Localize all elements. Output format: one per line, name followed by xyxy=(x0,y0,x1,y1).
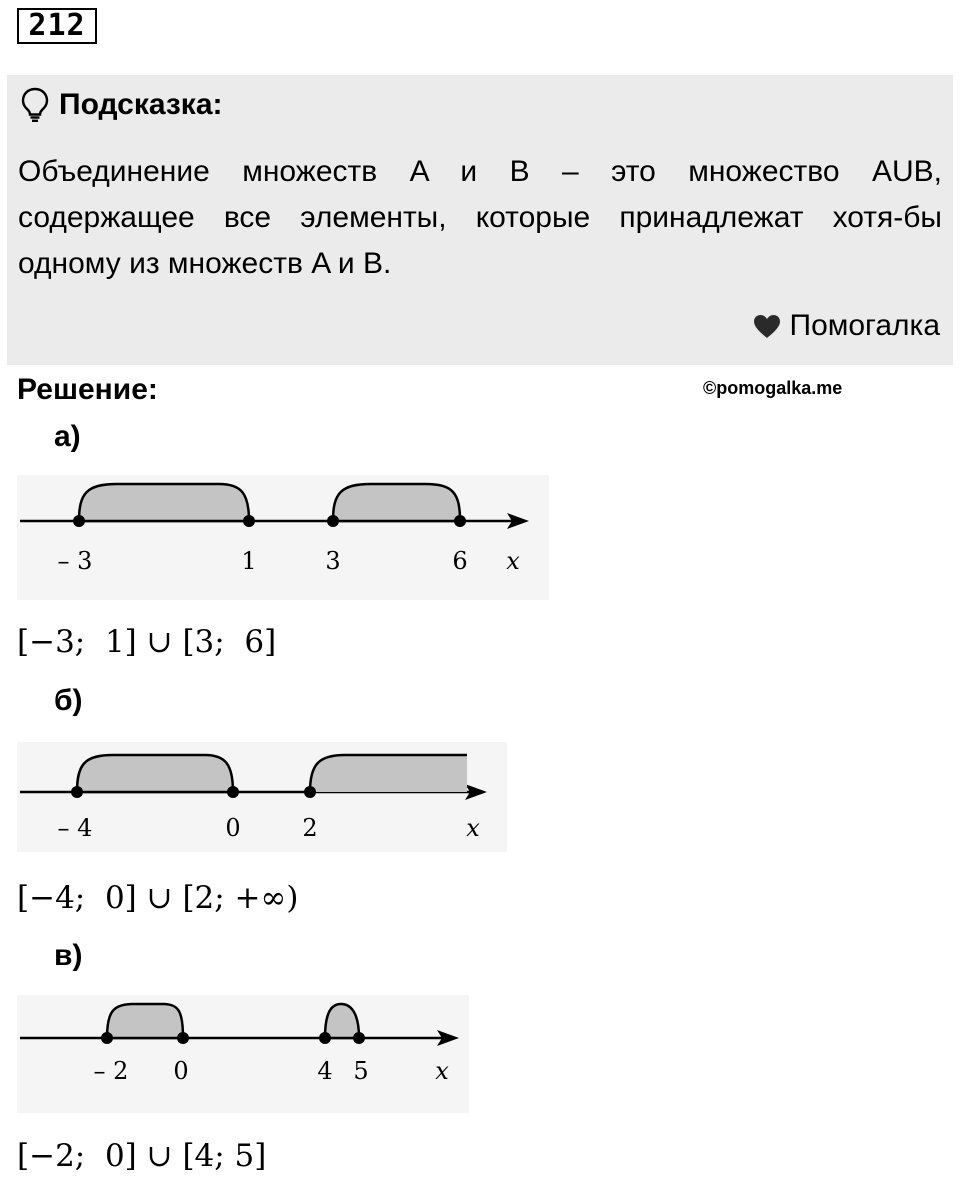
heart-icon xyxy=(752,313,782,339)
tick-a-2: 1 xyxy=(241,547,257,575)
tick-c-1: – 2 xyxy=(93,1057,129,1085)
interval-b-1 xyxy=(77,755,233,792)
axis-label-b: x xyxy=(466,814,480,842)
point-a-6 xyxy=(454,515,466,527)
hint-box xyxy=(7,75,953,365)
hint-text xyxy=(18,149,942,287)
point-a-1 xyxy=(243,515,255,527)
answer-a: [−3; 1] ∪ [3; 6] xyxy=(17,624,277,660)
answer-b: [−4; 0] ∪ [2; +∞) xyxy=(17,880,299,916)
hint-title: Подсказка: xyxy=(59,88,223,121)
tick-b-3: 2 xyxy=(302,814,318,842)
part-c-label: в) xyxy=(54,939,83,972)
site-watermark: ©pomogalka.me xyxy=(703,378,843,398)
number-line-b xyxy=(17,742,507,852)
tick-b-2: 0 xyxy=(225,814,241,842)
interval-c-1 xyxy=(107,1004,183,1038)
axis-label-c: x xyxy=(435,1057,449,1085)
brand xyxy=(752,309,941,343)
axis-label-a: x xyxy=(506,547,520,575)
answer-c: [−2; 0] ∪ [4; 5] xyxy=(17,1138,267,1174)
point-b-2 xyxy=(304,786,316,798)
lightbulb-icon xyxy=(21,87,49,123)
point-b-minus-4 xyxy=(71,786,83,798)
tick-c-3: 4 xyxy=(317,1057,333,1085)
point-b-0 xyxy=(227,786,239,798)
tick-a-1: – 3 xyxy=(57,547,93,575)
tick-c-4: 5 xyxy=(353,1057,369,1085)
tick-c-2: 0 xyxy=(173,1057,189,1085)
number-line-c xyxy=(17,995,469,1113)
number-line-c-bg xyxy=(17,995,469,1113)
point-c-0 xyxy=(177,1032,189,1044)
hint-line-2: содержащее все элементы, которые принадлежат хотя-бы xyxy=(18,201,942,234)
interval-a-1 xyxy=(79,484,249,521)
hint-line-1: Объединение множеств A и B – это множество AUB, xyxy=(18,155,942,188)
task-number: 212 xyxy=(17,8,97,44)
number-line-a xyxy=(17,475,549,600)
solution-title: Решение: xyxy=(17,373,158,406)
point-c-minus-2 xyxy=(101,1032,113,1044)
part-b-label: б) xyxy=(54,684,83,717)
tick-a-4: 6 xyxy=(452,547,468,575)
point-c-4 xyxy=(319,1032,331,1044)
point-c-5 xyxy=(353,1032,365,1044)
hint-header xyxy=(21,85,223,125)
tick-b-1: – 4 xyxy=(57,814,93,842)
interval-a-2 xyxy=(333,484,460,521)
point-a-minus-3 xyxy=(73,515,85,527)
tick-a-3: 3 xyxy=(325,547,341,575)
part-a-label: а) xyxy=(54,420,81,453)
hint-line-3: одному из множеств A и B. xyxy=(18,247,392,280)
interval-b-2 xyxy=(310,755,467,792)
brand-name: Помогалка xyxy=(789,309,940,342)
point-a-3 xyxy=(327,515,339,527)
